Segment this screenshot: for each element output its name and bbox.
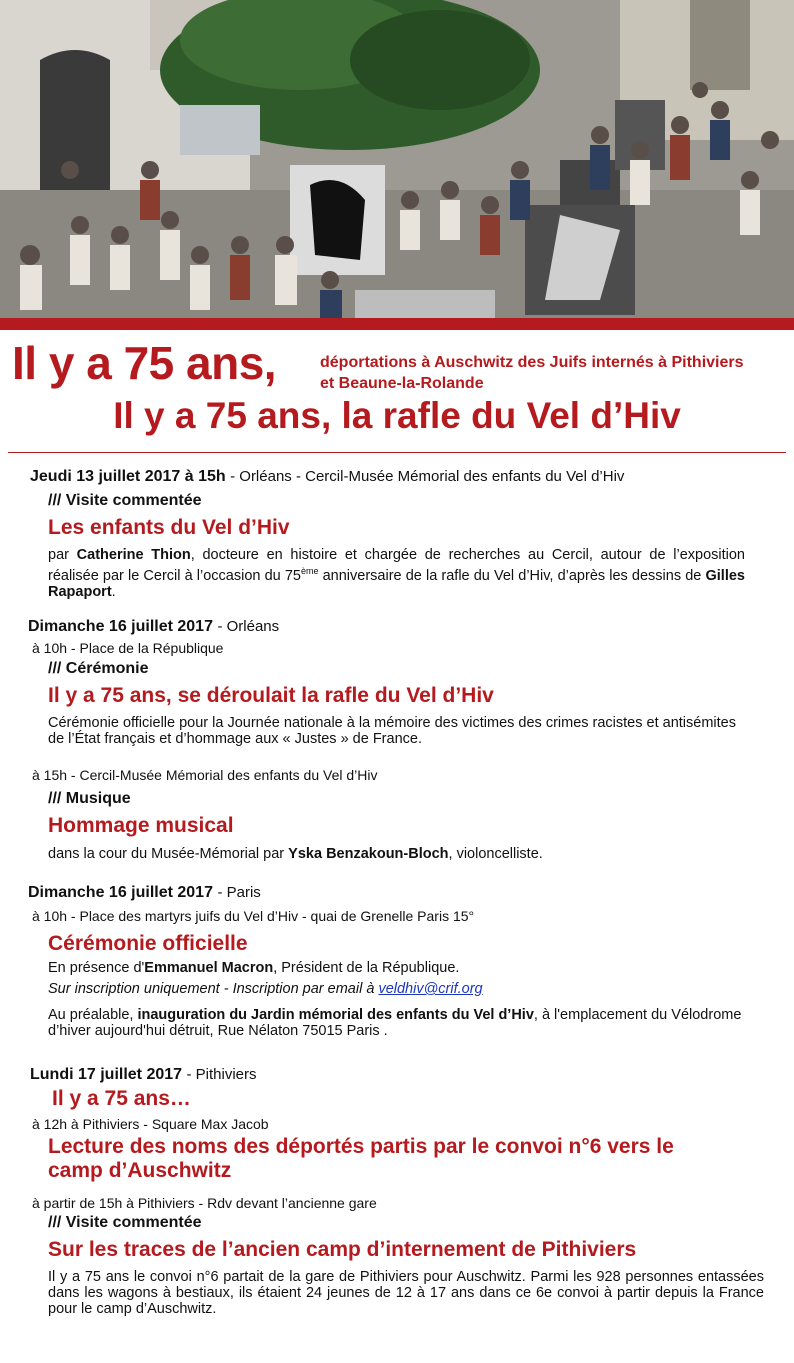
event4-title2: Sur les traces de l’ancien camp d’internement de Pithiviers [48, 1238, 637, 1261]
event3-inauguration-bold: inauguration du Jardin mémorial des enfants du Vel d’Hiv [137, 1007, 534, 1023]
event3-inauguration: Au préalable, inauguration du Jardin mémorial des enfants du Vel d’Hiv, à l'emplacement du Vélodrome d’hiver aujourd'hui détruit, Rue Nélaton 75015 Paris . [48, 1007, 742, 1039]
header-photo [0, 0, 794, 318]
event3-date: Dimanche 16 juillet 2017 [28, 884, 213, 901]
event4-time2: à partir de 15h à Pithiviers - Rdv devant l’ancienne gare [32, 1195, 377, 1211]
event2-date-line [28, 618, 279, 636]
event1-artist: Gilles Rapaport [48, 567, 745, 600]
header-divider [8, 452, 786, 453]
main-title-side-line1: déportations à Auschwitz des Juifs internés à Pithiviers [320, 354, 744, 371]
event4-category: /// Visite commentée [48, 1214, 202, 1231]
event2-category2: /// Musique [48, 790, 131, 807]
event4-title1-line1: Lecture des noms des déportés partis par le convoi n°6 vers le [48, 1135, 674, 1158]
event2-time2: à 15h - Cercil-Musée Mémorial des enfants du Vel d’Hiv [32, 767, 378, 783]
event2-date: Dimanche 16 juillet 2017 [28, 618, 213, 635]
event1-title: Les enfants du Vel d’Hiv [48, 516, 290, 539]
event3-title: Cérémonie officielle [48, 932, 248, 955]
event1-description: par Catherine Thion, docteure en histoire et chargée de recherches au Cercil, autour de l’exposition réalisée par le Cercil à l’occasion du 75ème anniversaire de la rafle du Vel d’Hiv, d’après les dessins de Gilles Rapaport. [48, 547, 745, 600]
event4-title1-line2: camp d’Auschwitz [48, 1159, 232, 1182]
event2-category: /// Cérémonie [48, 660, 149, 677]
event2-music-description: dans la cour du Musée-Mémorial par Yska Benzakoun-Bloch, violoncelliste. [48, 846, 543, 862]
event4-date: Lundi 17 juillet 2017 [30, 1066, 183, 1083]
event1-person: Catherine Thion [76, 547, 191, 563]
event2-title: Il y a 75 ans, se déroulait la rafle du Vel d’Hiv [48, 684, 494, 707]
event1-date: Jeudi 13 juillet 2017 à 15h [30, 468, 226, 485]
main-subtitle: Il y a 75 ans, la rafle du Vel d’Hiv [113, 395, 681, 436]
event4-place: - Pithiviers [186, 1066, 257, 1083]
event3-person: Emmanuel Macron [144, 960, 274, 976]
event4-time1: à 12h à Pithiviers - Square Max Jacob [32, 1116, 269, 1132]
event3-inscription: Sur inscription uniquement - Inscription par email à veldhiv@crif.org [48, 981, 483, 997]
event3-email-link[interactable]: veldhiv@crif.org [378, 981, 483, 997]
event2-time1: à 10h - Place de la République [32, 640, 224, 656]
event2-place: - Orléans [217, 618, 280, 635]
event1-date-line [30, 468, 624, 486]
red-banner-bar [0, 318, 794, 330]
event4-description: Il y a 75 ans le convoi n°6 partait de la gare de Pithiviers pour Auschwitz. Parmi les 928 personnes entassées dans les wagons à bestiaux, ils étaient 24 jeunes de 12 à 17 ans dans ce 6e convoi à partir depuis la France pour le camp d’Auschwitz. [48, 1269, 764, 1317]
event1-place: - Orléans - Cercil-Musée Mémorial des enfants du Vel d’Hiv [230, 468, 625, 485]
event3-presence: En présence d'Emmanuel Macron, Président de la République. [48, 960, 460, 976]
event2-description: Cérémonie officielle pour la Journée nationale à la mémoire des victimes des crimes racistes et antisémites de l’État français et d’hommage aux « Justes » de France. [48, 715, 736, 747]
event1-category: /// Visite commentée [48, 492, 202, 509]
event4-intro: Il y a 75 ans… [52, 1087, 191, 1110]
event3-place: - Paris [217, 884, 261, 901]
event3-time: à 10h - Place des martyrs juifs du Vel d’Hiv - quai de Grenelle Paris 15° [32, 908, 475, 924]
event2-person: Yska Benzakoun-Bloch [288, 846, 449, 862]
event2-title2: Hommage musical [48, 814, 234, 837]
event3-date-line [28, 884, 261, 902]
main-title: Il y a 75 ans, [12, 337, 277, 389]
main-title-side-line2: et Beaune-la-Rolande [320, 375, 484, 392]
event4-date-line [30, 1066, 257, 1084]
